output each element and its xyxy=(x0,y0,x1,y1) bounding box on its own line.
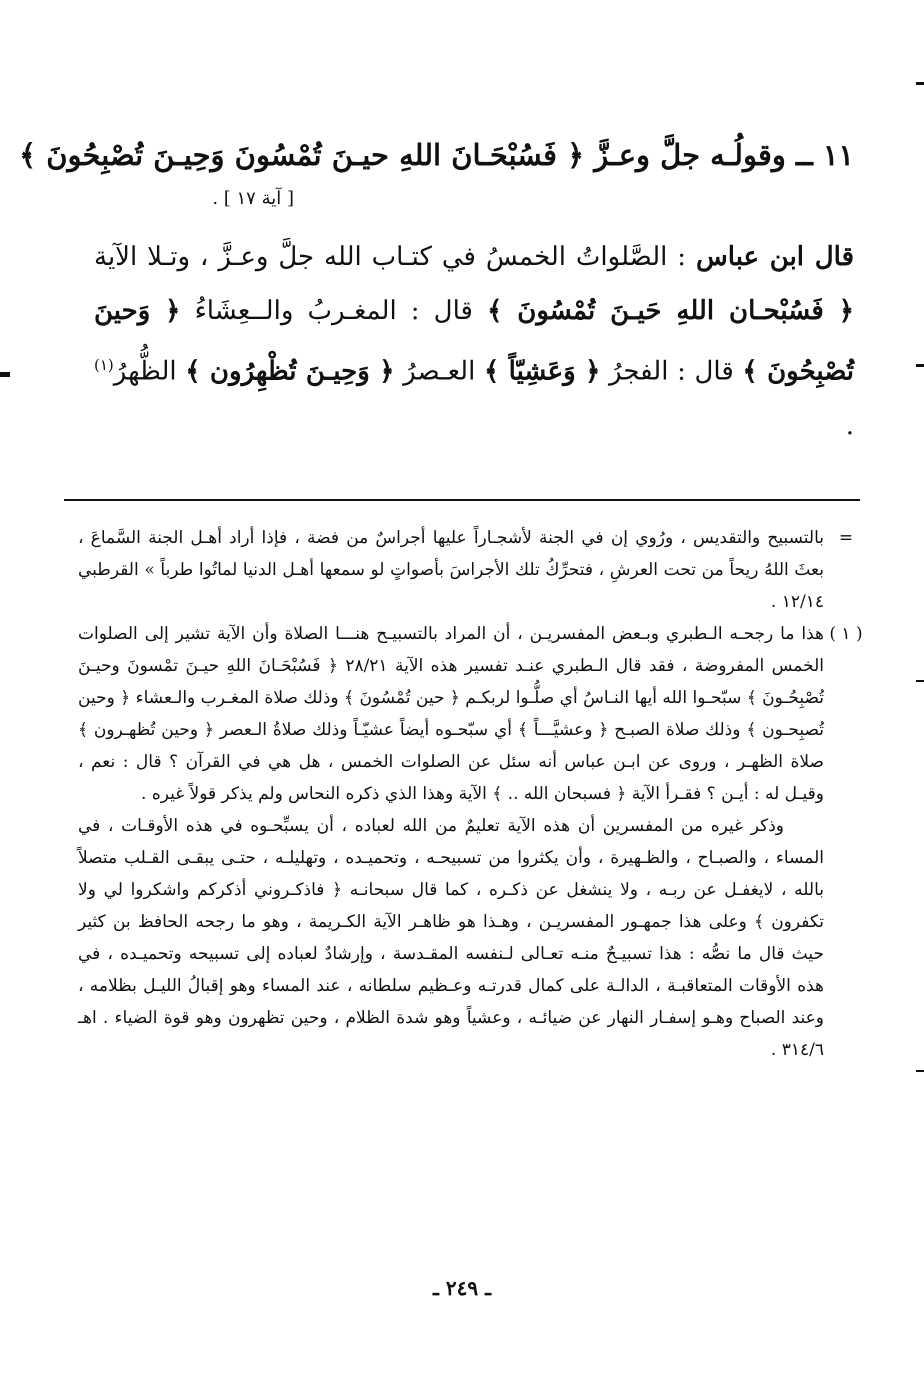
commentary-part-3: قال : الفجرُ xyxy=(609,356,734,387)
footnote-continuation xyxy=(78,522,868,618)
verse-reference: [ آية ١٧ ] . xyxy=(212,188,294,209)
scan-edge-mark xyxy=(916,82,924,85)
main-text-block xyxy=(19,130,855,453)
footnote-divider xyxy=(64,499,860,501)
verse-heading xyxy=(19,130,854,180)
commentary-end: . xyxy=(845,410,854,441)
heading-number: ١١ xyxy=(822,138,854,172)
continuation-text: بالتسبيح والتقديس ، ورُوي إن في الجنة لأشجـاراً عليها أجراسٌ من فضة ، فإذا أراد أهـل الجنة السَّماعَ ، بعثَ اللهُ ريحاً من تحت العرشِ ، فتحرِّكُ تلك الأجراسَ بأصواتٍ لو سمعها أهـل الدنيا لماتُوا طرباً » القرطبي ١٢/١٤ . xyxy=(78,528,824,612)
heading-dash: ــ xyxy=(795,138,813,172)
commentary-speaker: قال ابن عباس xyxy=(696,242,854,272)
commentary-part-4: العـصرُ xyxy=(403,356,476,387)
commentary-part-2: قال : المغـربُ والــعِشَاءُ xyxy=(194,296,473,326)
quran-quote-4: ﴿ وَحِيـنَ تُظْهِرُون ﴾ xyxy=(185,356,395,387)
footnote-1 xyxy=(78,618,868,810)
quran-quote-1: ﴿ فَسُبْحـان اللهِ حَيـنَ تُمْسُونَ ﴾ xyxy=(487,296,855,326)
heading-text: وقولُـه جلَّ وعـزَّ ﴿ فَسُبْحَـانَ اللهِ حيـنَ تُمْسُونَ وَحِيـنَ تُصْبِحُونَ ﴾ xyxy=(19,138,786,172)
continuation-mark: = xyxy=(838,528,854,548)
page-number: ـ ٢٤٩ ـ xyxy=(433,1276,491,1300)
scan-edge-mark xyxy=(916,1070,924,1072)
scan-edge-mark xyxy=(916,680,924,682)
commentary-part-5: الظُّهرُ xyxy=(113,356,177,387)
scan-edge-mark xyxy=(916,364,924,367)
quran-quote-2: ﴿ وَحينَ تُصْبِحُونَ ﴾ xyxy=(94,296,855,387)
commentary-part-1: : الصَّلواتُ الخمسُ في كتـاب الله جلَّ وعـزَّ ، وتـلا الآية xyxy=(94,242,687,272)
footnote-reference: (١) xyxy=(94,356,114,374)
quran-quote-3: ﴿ وَعَشِيّاً ﴾ xyxy=(483,356,601,387)
footnote-1-text: هذا ما رجحـه الـطبري وبـعض المفسريـن ، أن المراد بالتسبيـح هنـــا الصلاة وأن الآية تشير إلى الصلوات الخمس المفروضة ، فقد قال الـطبري عنـد تفسير هذه الآية ٢٨/٢١ ﴿ فَسُبْحَـانَ اللهِ حيـنَ تمْسونَ وحيـنَ تُصْبِحُـونَ ﴾ سبّحـوا الله أيها النـاسُ أي صلُّـوا لربكـم ﴿ حين تُمْسُونَ ﴾ وذلك صلاة المغـرب والـعشاء ﴿ وحين تُصبِحـون ﴾ وذلك صلاة الصبـح ﴿ وعشيَّـــاً ﴾ أي سبّحـوه أيضاً عشيّـاً وذلك صلاةُ الـعصر ﴿ وحين تُظهـرون ﴾ صلاة الظهـر ، وروى عن ابـن عباس أنه سئل عن الصلوات الخمس ، هل هي في القرآن ؟ قال : نعم ، وقيـل له : أيـن ؟ فقـرأ الآية ﴿ فسبحان الله .. ﴾ الآية وهذا الذي ذكره النحاس ولم يذكر قولاً غيره . xyxy=(78,624,824,804)
scan-edge-mark xyxy=(0,372,10,377)
footnote-1-mark: ( ١ ) xyxy=(829,624,863,644)
commentary-paragraph xyxy=(94,230,854,453)
footnotes-section xyxy=(78,522,868,1066)
footnote-1-paragraph-2: وذكر غيره من المفسرين أن هذه الآية تعليمٌ من الله لعباده ، أن يسبِّحـوه في هذه الأوقـات ، في المساء ، والصبـاح ، والظـهيرة ، وأن يكثروا من تسبيحـه ، وتحميـده ، وتهليلـه ، حتـى يبقـى القـلب متصلاً بالله ، لايغفـل عن ربـه ، ولا ينشغل عن ذكـره ، كما قال سبحانـه ﴿ فاذكـروني أذكركم واشكروا لي ولا تكفرون ﴾ وعلى هذا جمهـور المفسريـن ، وهـذا هو ظاهـر الآية الكـريمة ، وهو ما رجحه الحافظ بن كثير حيث قال ما نصُّه : هذا تسبيـحٌ منـه تعـالى لـنفسه المقـدسة ، وإرشادٌ لعباده إلى تسبيحه وتحميـده ، في هذه الأوقات المتعاقبـة ، الدالـة على كمال قدرتـه وعـظيم سلطانه ، عند المساء وهو إقبالُ الليـل بظلامه ، وعند الصباح وهـو إسفـار النهار عن ضيائـه ، وعشياً وهو شدة الظلام ، وحين تظهرون وهو قوة الضياء . اهـ ٣١٤/٦ . xyxy=(78,816,824,1060)
